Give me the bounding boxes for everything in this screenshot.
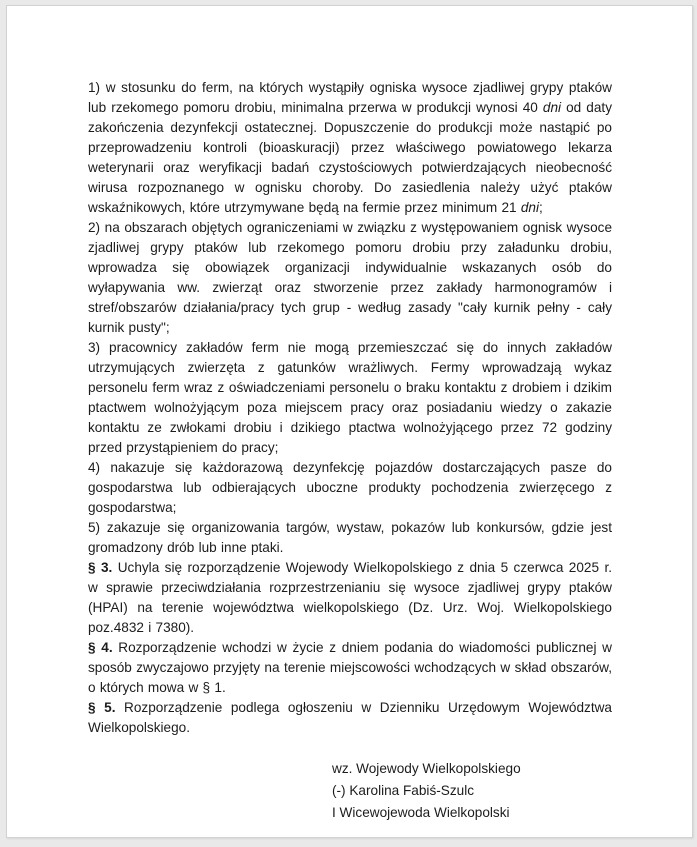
signature-line: wz. Wojewody Wielkopolskiego [332, 761, 521, 776]
text-run: § 3. [88, 560, 113, 575]
text-run: od daty zakończenia dezynfekcji ostatecznej. Dopuszczenie do produkcji może nastąpić po przeprowadzeniu kontroli (bioaskuracji) przez właściwego powiatowego lekarza weterynarii oraz weryfikacji badań czystościowych potwierdzających nieobecność wirusa rozpoznanego w ognisku choroby. Do zasiedlenia należy użyć ptaków wskaźnikowych, które utrzymywane będą na fermie przez minimum 21 [88, 100, 612, 215]
document-page [6, 5, 693, 838]
text-run: 3) pracownicy zakładów ferm nie mogą przemieszczać się do innych zakładów utrzymujących zwierzęta z gatunków wrażliwych. Fermy wprowadzają wykaz personelu ferm wraz z oświadczeniami personelu o braku kontaktu z drobiem i dzikim ptactwem wolnożyjącym poza miejscem pracy oraz posiadaniu wiedzy o zakazie kontaktu ze zwłokami drobiu i dzikiego ptactwa wolnożyjącego przez 72 godziny przed przystąpieniem do pracy; [88, 340, 612, 455]
text-run: 2) na obszarach objętych ograniczeniami w związku z występowaniem ognisk wysoce zjadliwej grypy ptaków lub rzekomego pomoru drobiu przy załadunku drobiu, wprowadza się obowiązek organizacji indywidualnie wskazanych osób do wyłapywania ww. zwierząt oraz stworzenie przez zakłady harmonogramów i stref/obszarów działania/pracy tych grup - według zasady "cały kurnik pełny - cały kurnik pusty"; [88, 220, 612, 335]
text-run: dni [520, 200, 540, 215]
paragraph [88, 518, 612, 558]
text-run: Rozporządzenie wchodzi w życie z dniem podania do wiadomości publicznej w sposób zwyczajowo przyjęty na terenie miejscowości wchodzących w skład obszarów, o których mowa w § 1. [88, 640, 612, 695]
text-run: 1) w stosunku do ferm, na których wystąpiły ogniska wysoce zjadliwej grypy ptaków lub rzekomego pomoru drobiu, minimalna przerwa w produkcji wynosi 40 [88, 80, 612, 115]
document-body [7, 6, 692, 738]
text-run: 4) nakazuje się każdorazową dezynfekcję pojazdów dostarczających pasze do gospodarstwa lub odbierających uboczne produkty pochodzenia zwierzęcego z gospodarstwa; [88, 460, 612, 515]
text-run: § 4. [88, 640, 113, 655]
text-run: Rozporządzenie podlega ogłoszeniu w Dzienniku Urzędowym Województwa Wielkopolskiego. [88, 700, 612, 735]
text-run: § 5. [88, 700, 116, 715]
paragraph [88, 638, 612, 698]
text-run: dni [542, 100, 562, 115]
paragraph [88, 698, 612, 738]
paragraph [88, 338, 612, 458]
text-run: ; [539, 200, 543, 215]
text-run: Uchyla się rozporządzenie Wojewody Wielkopolskiego z dnia 5 czerwca 2025 r. w sprawie przeciwdziałania rozprzestrzenianiu się wysoce zjadliwej grypy ptaków (HPAI) na terenie województwa wielkopolskiego (Dz. Urz. Woj. Wielkopolskiego poz.4832 i 7380). [88, 560, 612, 635]
paragraph [88, 78, 612, 218]
paragraph [88, 558, 612, 638]
signature-line: I Wicewojewoda Wielkopolski [332, 805, 510, 820]
signature-block [332, 758, 692, 824]
signature-line: (-) Karolina Fabiś-Szulc [332, 783, 475, 798]
paragraph [88, 218, 612, 338]
text-run: 5) zakazuje się organizowania targów, wystaw, pokazów lub konkursów, gdzie jest gromadzony drób lub inne ptaki. [88, 520, 612, 555]
paragraph [88, 458, 612, 518]
